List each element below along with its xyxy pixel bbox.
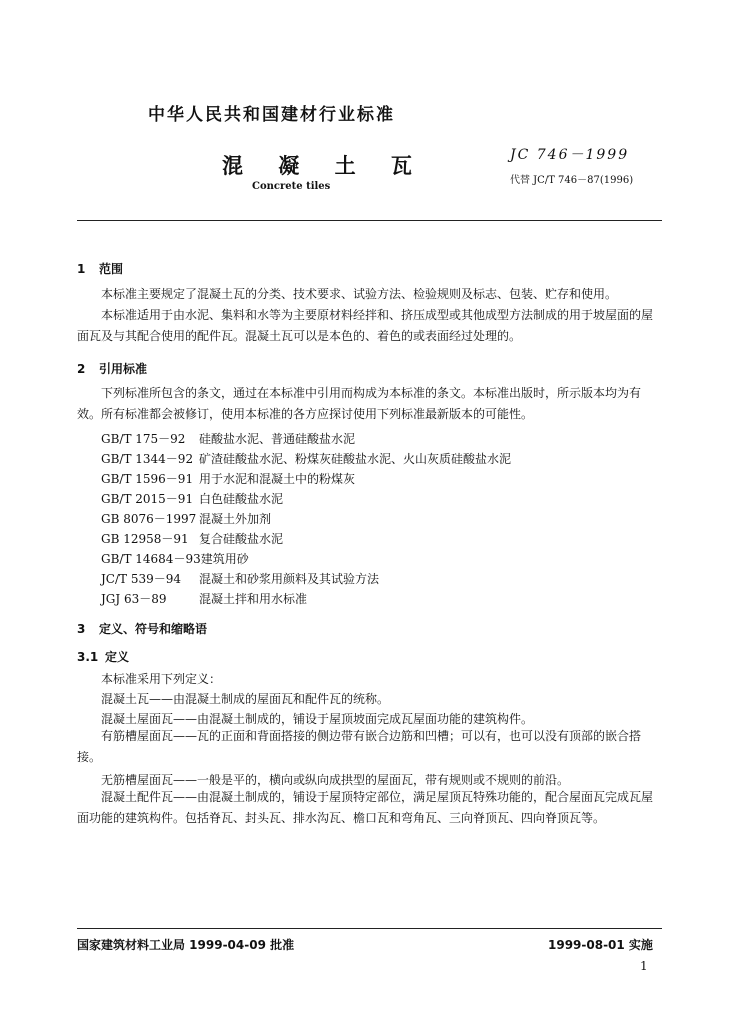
- reference-item: [101, 570, 379, 587]
- section-number: 1: [77, 262, 86, 276]
- reference-item: [101, 590, 307, 607]
- reference-item: [101, 510, 271, 527]
- section-2-paragraph-1: 下列标准所包含的条文，通过在本标准中引用而构成为本标准的条文。本标准出版时，所示版本均为有效。所有标准都会被修订，使用本标准的各方应探讨使用下列标准最新版本的可能性。: [77, 386, 642, 421]
- definition-intro: 本标准采用下列定义：: [101, 672, 222, 686]
- section-number: 3: [77, 622, 86, 636]
- reference-code: GB/T 175－92: [101, 432, 186, 446]
- reference-code: GB/T 1344－92: [101, 452, 194, 466]
- definition-concrete-tile: 混凝土瓦——由混凝土制成的屋面瓦和配件瓦的统称。: [101, 692, 390, 706]
- approval-line: 国家建筑材料工业局 1999-04-09 批准: [77, 938, 295, 952]
- reference-name: 混凝土外加剂: [199, 512, 272, 526]
- header-rule: [77, 220, 662, 221]
- reference-item: [101, 550, 249, 567]
- section-title: 定义: [105, 650, 130, 664]
- definition-non-interlocking-tile: 无筋槽屋面瓦——一般是平的，横向或纵向成拱型的屋面瓦，带有规则或不规则的前沿。: [101, 773, 570, 787]
- section-1-paragraph-2: 本标准适用于由水泥、集料和水等为主要原材料经拌和、挤压成型或其他成型方法制成的用于坡屋面的屋面瓦及与其配合使用的配件瓦。混凝土瓦可以是本色的、着色的或表面经过处理的。: [77, 308, 654, 343]
- section-number: 2: [77, 362, 86, 376]
- reference-code: GB 12958－91: [101, 532, 189, 546]
- reference-item: [101, 430, 355, 447]
- document-title-cn: 混 凝 土 瓦: [222, 154, 426, 178]
- standard-code: JC 746－1999: [510, 147, 630, 163]
- reference-name: 白色硅酸盐水泥: [199, 492, 284, 506]
- reference-item: [101, 450, 511, 467]
- effective-date: 1999-08-01 实施: [548, 938, 653, 952]
- reference-code: GB 8076－1997: [101, 512, 197, 526]
- reference-name: 混凝土拌和用水标准: [199, 592, 308, 606]
- reference-name: 建筑用砂: [200, 552, 249, 566]
- footer-rule: [77, 928, 662, 929]
- section-number: 3.1: [77, 650, 99, 664]
- reference-name: 矿渣硅酸盐水泥、粉煤灰硅酸盐水泥、火山灰质硅酸盐水泥: [199, 452, 512, 466]
- section-1-paragraph-1: 本标准主要规定了混凝土瓦的分类、技术要求、试验方法、检验规则及标志、包装、贮存和使用。: [101, 287, 618, 301]
- section-3-1-heading: [77, 648, 129, 665]
- reference-name: 硅酸盐水泥、普通硅酸盐水泥: [199, 432, 356, 446]
- section-title: 引用标准: [99, 362, 148, 376]
- reference-code: JGJ 63－89: [101, 592, 167, 606]
- definition-interlocking-tile: 有筋槽屋面瓦——瓦的正面和背面搭接的侧边带有嵌合边筋和凹槽；可以有，也可以没有顶部的嵌合搭接。: [77, 729, 642, 764]
- reference-item: [101, 470, 355, 487]
- reference-code: GB/T 14684－93: [101, 552, 201, 566]
- document-title-en: Concrete tiles: [252, 181, 331, 192]
- replaces-standard: 代替 JC/T 746－87(1996): [510, 175, 634, 186]
- section-3-heading: [77, 620, 207, 637]
- reference-item: [101, 490, 283, 507]
- reference-code: GB/T 2015－91: [101, 492, 194, 506]
- reference-code: GB/T 1596－91: [101, 472, 194, 486]
- page-number: 1: [640, 959, 648, 973]
- reference-name: 复合硅酸盐水泥: [199, 532, 284, 546]
- standard-category: 中华人民共和国建材行业标准: [148, 105, 395, 125]
- section-2-heading: [77, 360, 147, 377]
- definition-roof-tile: 混凝土屋面瓦——由混凝土制成的，铺设于屋顶坡面完成瓦屋面功能的建筑构件。: [101, 712, 534, 726]
- section-1-heading: [77, 260, 123, 277]
- reference-name: 混凝土和砂浆用颜料及其试验方法: [199, 572, 380, 586]
- section-title: 定义、符号和缩略语: [99, 622, 208, 636]
- reference-code: JC/T 539－94: [101, 572, 182, 586]
- reference-name: 用于水泥和混凝土中的粉煤灰: [199, 472, 356, 486]
- reference-item: [101, 530, 283, 547]
- section-title: 范围: [99, 262, 124, 276]
- definition-fitting-tile: 混凝土配件瓦——由混凝土制成的，铺设于屋顶特定部位，满足屋顶瓦特殊功能的，配合屋面瓦完成瓦屋面功能的建筑构件。包括脊瓦、封头瓦、排水沟瓦、檐口瓦和弯角瓦、三向脊顶瓦、四向脊顶瓦等。: [77, 790, 654, 825]
